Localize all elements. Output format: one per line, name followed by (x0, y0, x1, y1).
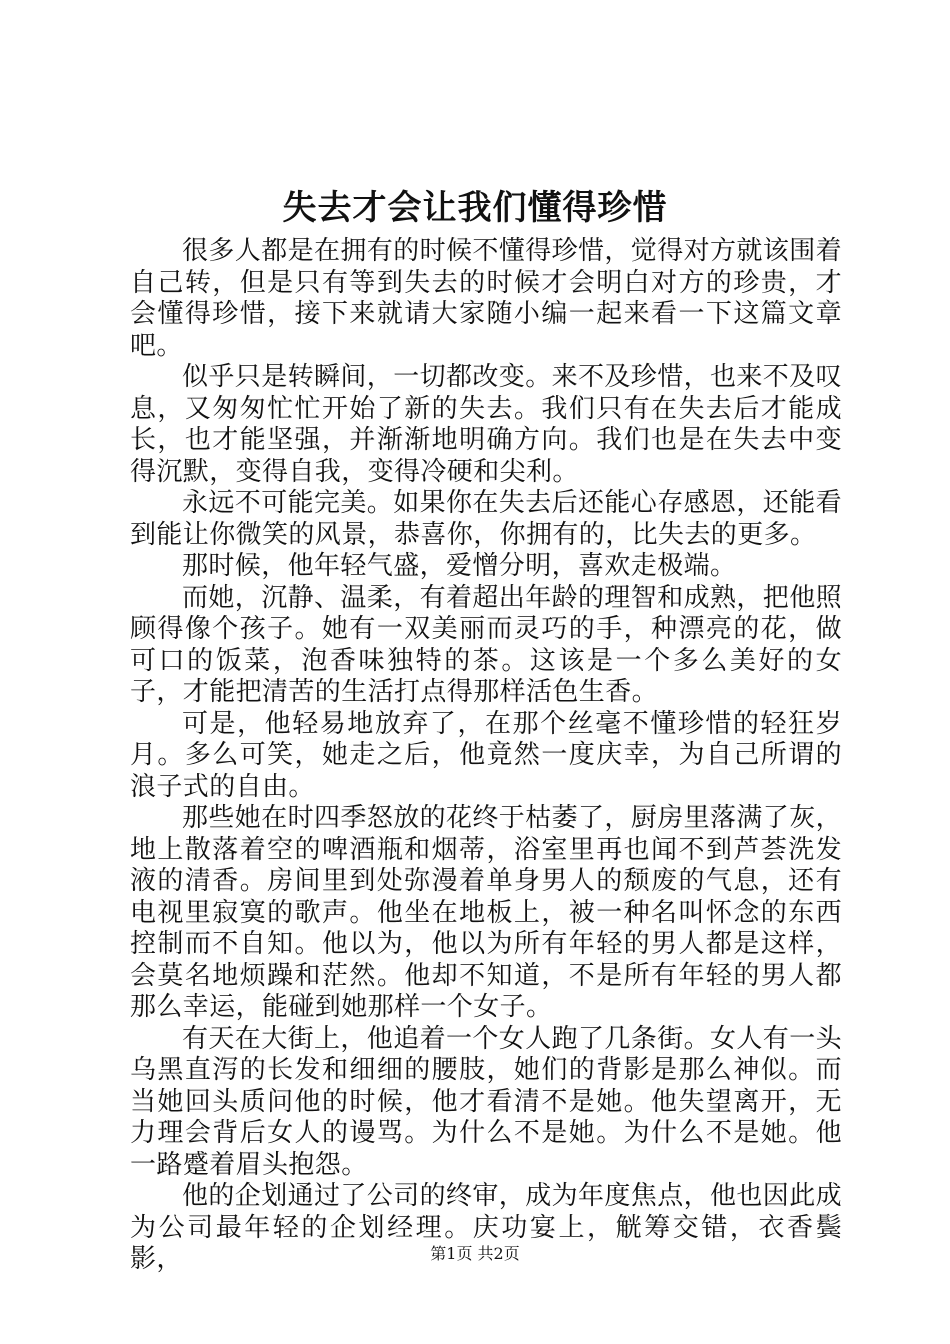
paragraph: 那些她在时四季怒放的花终于枯萎了，厨房里落满了灰，地上散落着空的啤酒瓶和烟蒂，浴室里再也闻不到芦荟洗发液的清香。房间里到处弥漫着单身男人的颓废的气息，还有电视里寂寞的歌声。他坐在地板上，被一种名叫怀念的东西控制而不自知。他以为，他以为所有年轻的男人都是这样，会莫名地烦躁和茫然。他却不知道，不是所有年轻的男人都那么幸运，能碰到她那样一个女子。 (130, 803, 843, 1022)
paragraph: 他的企划通过了公司的终审，成为年度焦点，他也因此成为公司最年轻的企划经理。庆功宴上，觥筹交错，衣香鬓影， (130, 1181, 843, 1274)
paragraph: 很多人都是在拥有的时候不懂得珍惜，觉得对方就该围着自己转，但是只有等到失去的时候才会明白对方的珍贵，才会懂得珍惜，接下来就请大家随小编一起来看一下这篇文章吧。 (130, 236, 843, 361)
document-title: 失去才会让我们懂得珍惜 (282, 188, 668, 228)
paragraph: 那时候，他年轻气盛，爱憎分明，喜欢走极端。 (182, 551, 737, 581)
paragraph: 有天在大街上，他追着一个女人跑了几条街。女人有一头乌黑直泻的长发和细细的腰肢，她们的背影是那么神似。而当她回头质问他的时候，他才看清不是她。他失望离开，无力理会背后女人的谩骂。为什么不是她。为什么不是她。他一路蹙着眉头抱怨。 (130, 1023, 843, 1180)
page-number-footer: 第1页 共2页 (430, 1244, 520, 1263)
paragraph: 永远不可能完美。如果你在失去后还能心存感恩，还能看到能让你微笑的风景，恭喜你，你拥有的，比失去的更多。 (130, 488, 843, 550)
document-body (130, 236, 842, 1276)
paragraph: 似乎只是转瞬间，一切都改变。来不及珍惜，也来不及叹息，又匆匆忙忙开始了新的失去。我们只有在失去后才能成长，也才能坚强，并渐渐地明确方向。我们也是在失去中变得沉默，变得自我，变得冷硬和尖利。 (130, 362, 843, 487)
paragraph: 而她，沉静、温柔，有着超出年龄的理智和成熟，把他照顾得像个孩子。她有一双美丽而灵巧的手，种漂亮的花，做可口的饭菜，泡香味独特的茶。这该是一个多么美好的女子，才能把清苦的生活打点得那样活色生香。 (130, 582, 843, 707)
paragraph: 可是，他轻易地放弃了，在那个丝毫不懂珍惜的轻狂岁月。多么可笑，她走之后，他竟然一度庆幸，为自己所谓的浪子式的自由。 (130, 708, 842, 802)
